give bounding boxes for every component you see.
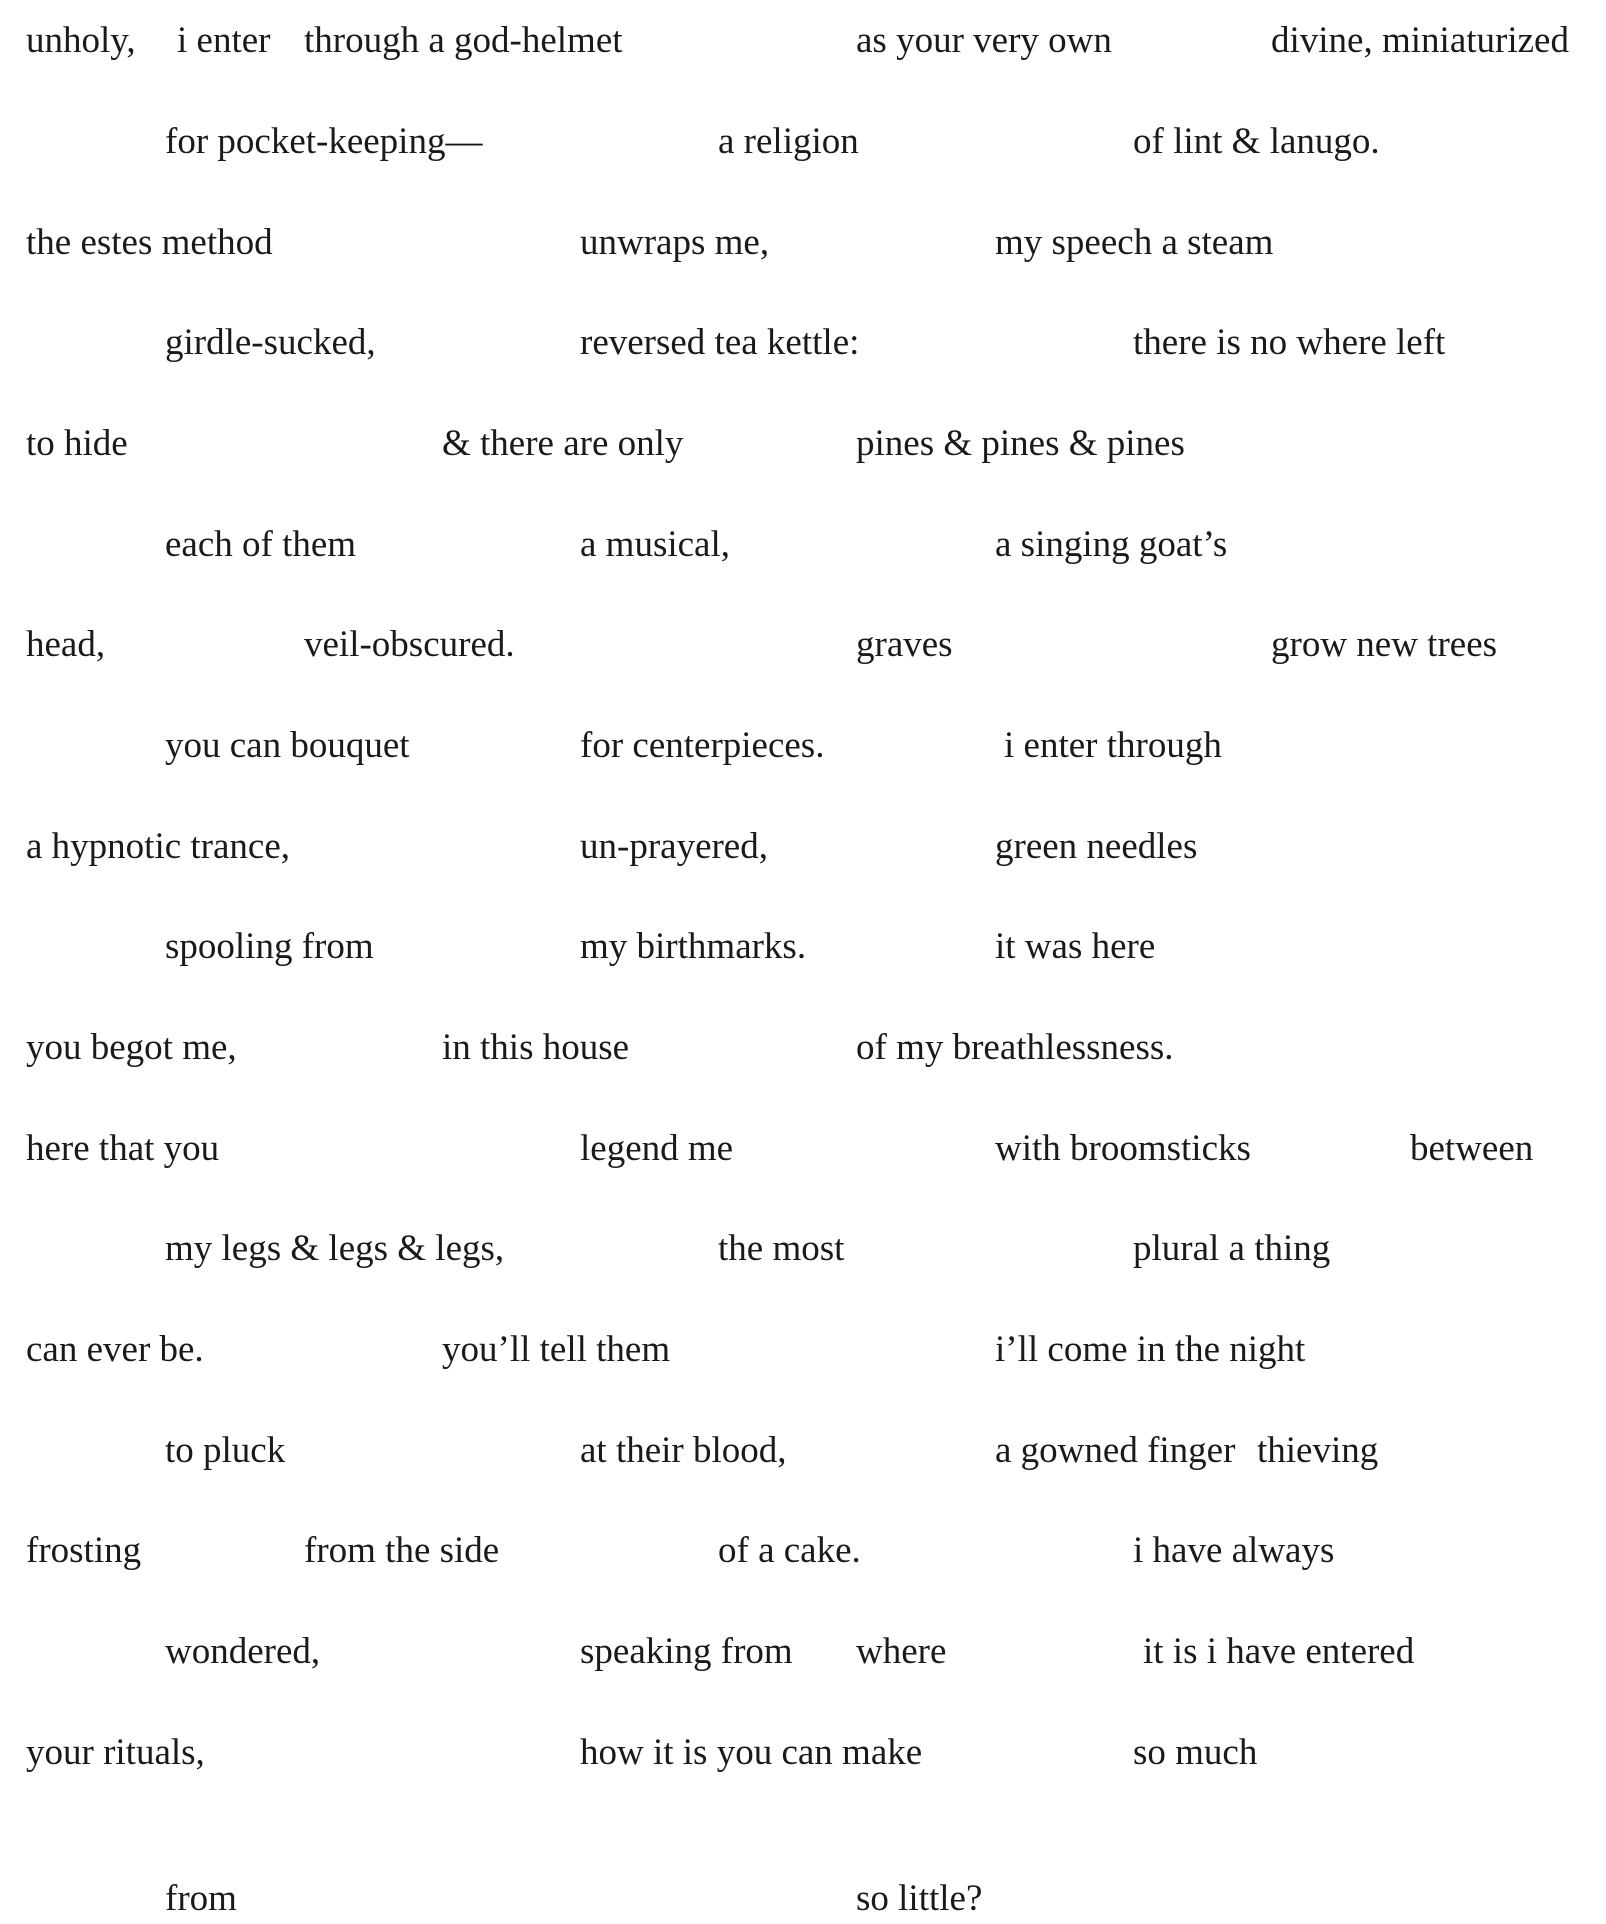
poem-fragment: at their blood,: [580, 1430, 787, 1471]
poem-fragment: as your very own: [856, 20, 1112, 61]
poem-fragment: of a cake.: [718, 1530, 861, 1571]
poem-line: [0, 1426, 1606, 1476]
poem-fragment: to hide: [26, 423, 128, 464]
poem-line: [0, 1023, 1606, 1073]
poem-fragment: from the side: [304, 1530, 500, 1571]
poem-fragment: with broomsticks: [995, 1128, 1251, 1169]
poem-fragment: can ever be.: [26, 1329, 204, 1370]
poem-fragment: a religion: [718, 121, 859, 162]
poem-fragment: your rituals,: [26, 1732, 205, 1773]
poem-fragment: my legs & legs & legs,: [165, 1228, 505, 1269]
poem-fragment: speaking from: [580, 1631, 793, 1672]
poem-line: [0, 218, 1606, 268]
poem-fragment: the estes method: [26, 222, 273, 263]
poem-fragment: the most: [718, 1228, 845, 1269]
poem-fragment: reversed tea kettle:: [580, 322, 860, 363]
poem-fragment: i’ll come in the night: [995, 1329, 1306, 1370]
poem-fragment: here that you: [26, 1128, 220, 1169]
poem-fragment: from: [165, 1878, 237, 1919]
poem-line: [0, 922, 1606, 972]
poem-line: [0, 1874, 1606, 1924]
poem-fragment: unholy,: [26, 20, 136, 61]
poem-line: [0, 822, 1606, 872]
poem-fragment: grow new trees: [1271, 624, 1498, 665]
poem-fragment: divine, miniaturized: [1271, 20, 1569, 61]
poem-fragment: my speech a steam: [995, 222, 1274, 263]
poem-fragment: each of them: [165, 524, 357, 565]
poem-fragment: you can bouquet: [165, 725, 410, 766]
poem-fragment: through a god-helmet: [304, 20, 623, 61]
poem-fragment: so little?: [856, 1878, 983, 1919]
poem-fragment: i enter: [177, 20, 271, 61]
poem-fragment: i have always: [1133, 1530, 1335, 1571]
poem-fragment: where: [856, 1631, 947, 1672]
poem-line: [0, 1224, 1606, 1274]
poem-fragment: it was here: [995, 926, 1156, 967]
poem-fragment: it is i have entered: [1143, 1631, 1415, 1672]
poem-line: [0, 1627, 1606, 1677]
poem-line: [0, 419, 1606, 469]
poem-fragment: thieving: [1257, 1430, 1379, 1471]
poem-fragment: head,: [26, 624, 106, 665]
poem-line: [0, 1526, 1606, 1576]
poem-fragment: green needles: [995, 826, 1198, 867]
poem-fragment: un-prayered,: [580, 826, 768, 867]
poem-line: [0, 117, 1606, 167]
poem-fragment: pines & pines & pines: [856, 423, 1185, 464]
poem-fragment: a singing goat’s: [995, 524, 1228, 565]
poem-fragment: a musical,: [580, 524, 731, 565]
poem-fragment: so much: [1133, 1732, 1258, 1773]
poem-line: [0, 1325, 1606, 1375]
poem-fragment: you begot me,: [26, 1027, 237, 1068]
poem-fragment: you’ll tell them: [442, 1329, 671, 1370]
poem-fragment: a gowned finger: [995, 1430, 1236, 1471]
poem-fragment: how it is you can make: [580, 1732, 923, 1773]
poem-line: [0, 620, 1606, 670]
poem-fragment: unwraps me,: [580, 222, 770, 263]
poem-line: [0, 16, 1606, 66]
poem-fragment: graves: [856, 624, 953, 665]
poem-fragment: spooling from: [165, 926, 374, 967]
poem-fragment: legend me: [580, 1128, 734, 1169]
poem-fragment: girdle-sucked,: [165, 322, 376, 363]
poem-line: [0, 721, 1606, 771]
poem-fragment: & there are only: [442, 423, 684, 464]
poem-fragment: in this house: [442, 1027, 630, 1068]
poem-fragment: i enter through: [1004, 725, 1222, 766]
poem-fragment: of lint & lanugo.: [1133, 121, 1380, 162]
poem-fragment: wondered,: [165, 1631, 321, 1672]
poem-fragment: for centerpieces.: [580, 725, 825, 766]
poem-fragment: plural a thing: [1133, 1228, 1331, 1269]
poem-fragment: frosting: [26, 1530, 142, 1571]
poem-fragment: between: [1410, 1128, 1534, 1169]
poem-fragment: for pocket-keeping—: [165, 121, 483, 162]
poem-fragment: there is no where left: [1133, 322, 1446, 363]
poem-fragment: my birthmarks.: [580, 926, 807, 967]
poem-line: [0, 1728, 1606, 1778]
poem-line: [0, 520, 1606, 570]
poem-fragment: veil-obscured.: [304, 624, 515, 665]
poem-line: [0, 1124, 1606, 1174]
poem-fragment: of my breathlessness.: [856, 1027, 1174, 1068]
poem-fragment: to pluck: [165, 1430, 286, 1471]
poem-fragment: a hypnotic trance,: [26, 826, 291, 867]
poem-line: [0, 318, 1606, 368]
